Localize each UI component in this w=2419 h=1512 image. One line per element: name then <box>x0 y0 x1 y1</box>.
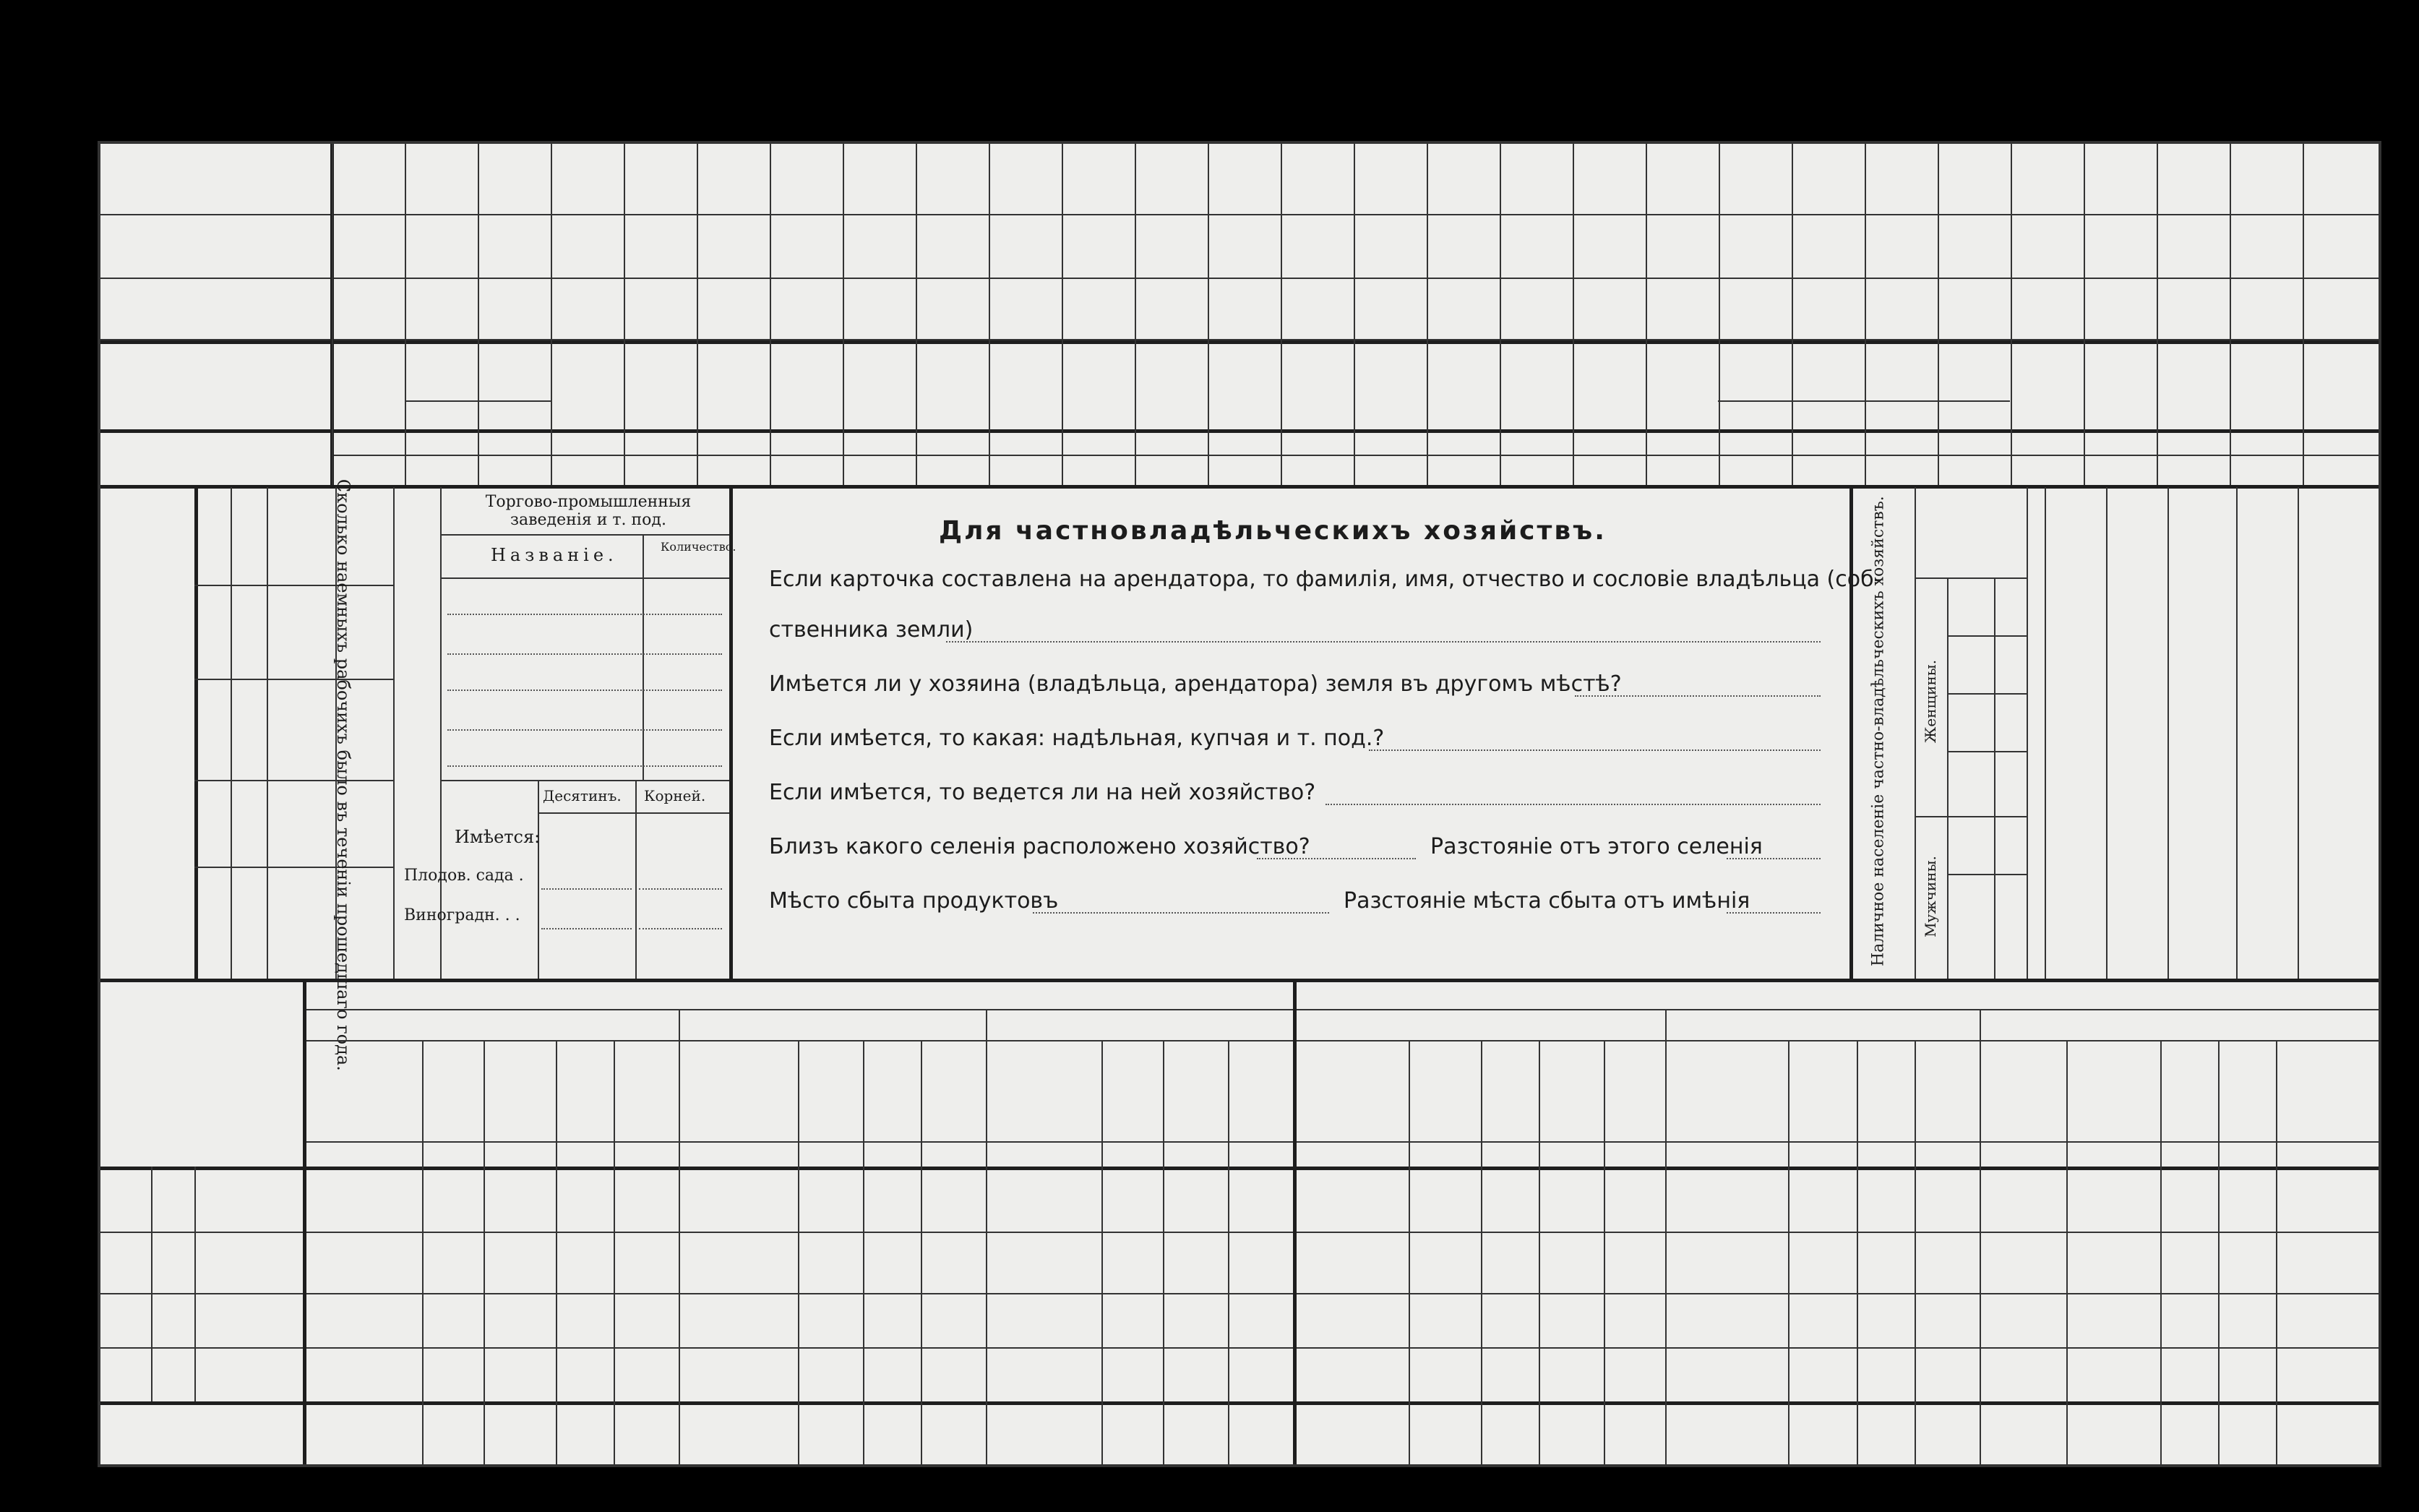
row-rule <box>100 979 2381 982</box>
row-rule <box>100 485 2381 489</box>
col-rule <box>770 144 771 485</box>
col-rule <box>332 144 333 485</box>
col-rule <box>1788 1040 1789 1467</box>
col-rule <box>614 1040 615 1467</box>
col-rule <box>303 979 306 1467</box>
col-rule <box>2160 1040 2162 1467</box>
row-rule <box>100 1167 2381 1170</box>
col-rule <box>478 144 479 485</box>
col-rule <box>1101 1040 1103 1467</box>
col-rule <box>1500 144 1501 485</box>
col-rule <box>2298 487 2299 979</box>
col-rule <box>1865 144 1866 485</box>
gardens-label: Плодов. сада . <box>404 867 524 885</box>
col-rule <box>916 144 917 485</box>
col-rule <box>1938 144 1939 485</box>
col-rule <box>2106 487 2108 979</box>
col-rule <box>2011 144 2012 485</box>
col-rule <box>1281 144 1282 485</box>
private-title: Для частновладѣльческихъ хозяйствъ. <box>939 516 1607 546</box>
col-rule <box>2066 1040 2068 1467</box>
question-market: Мѣсто сбыта продуктовъ <box>769 888 1059 914</box>
col-rule <box>1665 1009 1667 1467</box>
row-rule <box>100 429 2381 433</box>
hired-caption: Сколько наемныхъ рабочихъ было въ теченіи прошедшаго года. <box>332 478 353 1071</box>
row-rule <box>100 1293 2381 1294</box>
population-caption: Наличное населеніе частно-владѣльческихъ хозяйствъ. <box>1869 496 1888 967</box>
col-rule <box>798 1040 799 1467</box>
group-rule <box>405 400 551 402</box>
col-rule <box>989 144 990 485</box>
census-card <box>98 141 2381 1467</box>
row-rule <box>100 1401 2381 1405</box>
row-rule <box>100 278 2381 279</box>
col-rule <box>194 1167 196 1401</box>
col-rule <box>1062 144 1063 485</box>
question-farming: Если имѣется, то ведется ли на ней хозяйство? <box>769 780 1316 805</box>
trade-name-header: Названіе. <box>491 545 618 565</box>
col-rule <box>2084 144 2085 485</box>
question-other-land: Имѣется ли у хозяина (владѣльца, арендатора) земля въ другомъ мѣстѣ? <box>769 671 1622 697</box>
korney-header: Корней. <box>644 787 706 804</box>
col-rule <box>556 1040 557 1467</box>
col-rule <box>551 144 552 485</box>
trade-title: Торгово-промышленныя заведенія и т. под. <box>485 493 692 529</box>
col-rule <box>1208 144 1209 485</box>
row-rule <box>332 455 2381 456</box>
col-rule <box>1481 1040 1482 1467</box>
col-rule <box>2218 1040 2220 1467</box>
col-rule <box>2157 144 2158 485</box>
col-rule <box>2230 144 2231 485</box>
col-rule <box>2236 487 2238 979</box>
col-rule <box>2303 144 2304 485</box>
col-rule <box>1604 1040 1605 1467</box>
row-rule <box>303 1009 2381 1010</box>
vineyards-label: Виноградн. . . <box>404 906 520 924</box>
col-rule <box>1409 1040 1410 1467</box>
question-owner: Если карточка составлена на арендатора, то фамилія, имя, отчество и сословіе владѣльца (соб- <box>769 567 1882 592</box>
trade-qty-header: Количество. <box>661 540 736 554</box>
col-rule <box>697 144 698 485</box>
group-rule <box>1718 400 2010 402</box>
col-rule <box>679 1009 680 1467</box>
col-rule <box>1135 144 1136 485</box>
col-rule <box>921 1040 922 1467</box>
row-rule <box>100 340 2381 344</box>
question-village: Близъ какого селенія расположено хозяйство? <box>769 834 1310 859</box>
col-rule <box>843 144 844 485</box>
col-rule <box>1163 1040 1164 1467</box>
col-rule <box>1539 1040 1540 1467</box>
col-rule <box>484 1040 485 1467</box>
col-rule <box>1293 979 1297 1467</box>
col-rule <box>1354 144 1355 485</box>
col-rule <box>1427 144 1428 485</box>
col-rule <box>1792 144 1793 485</box>
pop-women: Женщины. <box>1922 659 1939 744</box>
col-rule <box>986 1009 987 1467</box>
col-rule <box>405 144 406 485</box>
pop-men: Мужчины. <box>1922 856 1939 937</box>
has-label: Имѣется: <box>455 827 541 847</box>
question-owner-cont: ственника земли) <box>769 617 974 643</box>
col-rule <box>1719 144 1720 485</box>
desyatin-header: Десятинъ. <box>543 787 622 804</box>
question-land-type: Если имѣется, то какая: надѣльная, купчая и т. под.? <box>769 726 1385 751</box>
row-rule <box>100 214 2381 215</box>
col-rule <box>1646 144 1647 485</box>
col-rule <box>151 1167 152 1401</box>
question-market-distance: Разстояніе мѣста сбыта отъ имѣнія <box>1344 888 1750 914</box>
row-rule <box>100 1232 2381 1233</box>
col-rule <box>422 1040 424 1467</box>
col-rule <box>2276 1040 2277 1467</box>
col-rule <box>1915 1040 1916 1467</box>
col-rule <box>1228 1040 1229 1467</box>
col-rule <box>624 144 625 485</box>
col-rule <box>1980 1009 1981 1467</box>
col-rule <box>1857 1040 1858 1467</box>
col-rule <box>863 1040 864 1467</box>
col-rule <box>1573 144 1574 485</box>
col-rule <box>2167 487 2169 979</box>
question-village-distance: Разстояніе отъ этого селенія <box>1430 834 1763 859</box>
row-rule <box>100 1347 2381 1349</box>
